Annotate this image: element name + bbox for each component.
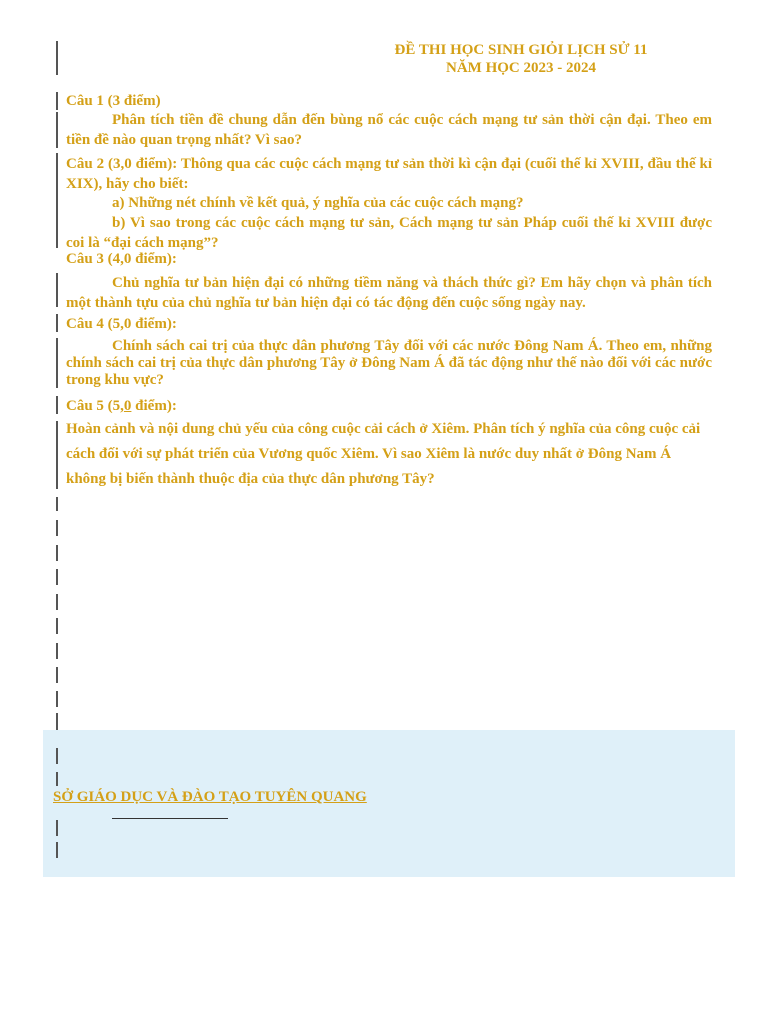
question-5-body: Hoàn cảnh và nội dung chủ yếu của công cuộc cải cách ở Xiêm. Phân tích ý nghĩa của công cuộc cải cách đối với sự phát triển của Vương quốc Xiêm. Vì sao Xiêm là nước duy nhất ở Đông Nam Á không bị biến thành thuộc địa của thực dân phương Tây?	[66, 421, 701, 487]
margin-bar	[56, 748, 58, 764]
margin-bar	[56, 421, 58, 489]
question-3-body: Chủ nghĩa tư bản hiện đại có những tiềm năng và thách thức gì? Em hãy chọn và phân tích một thành tựu của chủ nghĩa tư bản hiện đại có tác động đến cuộc sống ngày nay.	[66, 275, 712, 311]
margin-bar	[56, 92, 58, 110]
margin-bar	[56, 41, 58, 75]
margin-bar	[56, 314, 58, 332]
margin-bar	[56, 594, 58, 610]
margin-bar	[56, 643, 58, 659]
margin-bar	[56, 112, 58, 148]
question-5-heading	[66, 396, 712, 416]
margin-bar	[56, 273, 58, 307]
margin-bar	[56, 820, 58, 836]
exam-title-line-1: ĐỀ THI HỌC SINH GIỎI LỊCH SỬ 11	[394, 42, 648, 58]
margin-bar	[56, 842, 58, 858]
margin-bar	[56, 667, 58, 683]
exam-title-line-2: NĂM HỌC 2023 - 2024	[446, 60, 596, 76]
question-5-heading-end: điểm):	[131, 398, 177, 414]
margin-bar	[56, 153, 58, 248]
question-5-heading-start: Câu 5 (5,	[66, 398, 124, 414]
margin-bar	[56, 569, 58, 585]
question-2-part-b: b) Vì sao trong các cuộc cách mạng tư sản, Cách mạng tư sản Pháp cuối thế kỉ XVIII được coi là “đại cách mạng”?	[66, 215, 712, 251]
margin-bar	[56, 691, 58, 707]
question-5-heading-underlined: 0	[123, 398, 132, 414]
margin-bar	[56, 772, 58, 786]
margin-bar	[56, 338, 58, 388]
agency-underline-rule	[112, 818, 228, 819]
margin-bar	[56, 520, 58, 536]
margin-bar	[56, 545, 58, 561]
margin-bar	[56, 618, 58, 634]
question-2-heading: Câu 2 (3,0 điểm): Thông qua các cuộc cách mạng tư sản thời kì cận đại (cuối thế kỉ XVIII, đầu thế kỉ XIX), hãy cho biết:	[66, 156, 712, 192]
question-4-heading: Câu 4 (5,0 điểm):	[66, 316, 177, 332]
question-1-body: Phân tích tiền đề chung dẫn đến bùng nổ các cuộc cách mạng tư sản thời cận đại. Theo em tiền đề nào quan trọng nhất? Vì sao?	[66, 112, 712, 148]
question-4-body: Chính sách cai trị của thực dân phương Tây đối với các nước Đông Nam Á. Theo em, những chính sách cai trị của thực dân phương Tây ở Đông Nam Á đã tác động như thế nào đối với các nước trong khu vực?	[66, 338, 712, 388]
question-3-heading: Câu 3 (4,0 điểm):	[66, 251, 177, 267]
margin-bar	[56, 396, 58, 414]
question-2-part-a: a) Những nét chính về kết quả, ý nghĩa của các cuộc cách mạng?	[112, 195, 524, 211]
education-department-name: SỞ GIÁO DỤC VÀ ĐÀO TẠO TUYÊN QUANG	[53, 789, 367, 805]
question-1-heading: Câu 1 (3 điểm)	[66, 93, 161, 109]
margin-bar	[56, 497, 58, 511]
